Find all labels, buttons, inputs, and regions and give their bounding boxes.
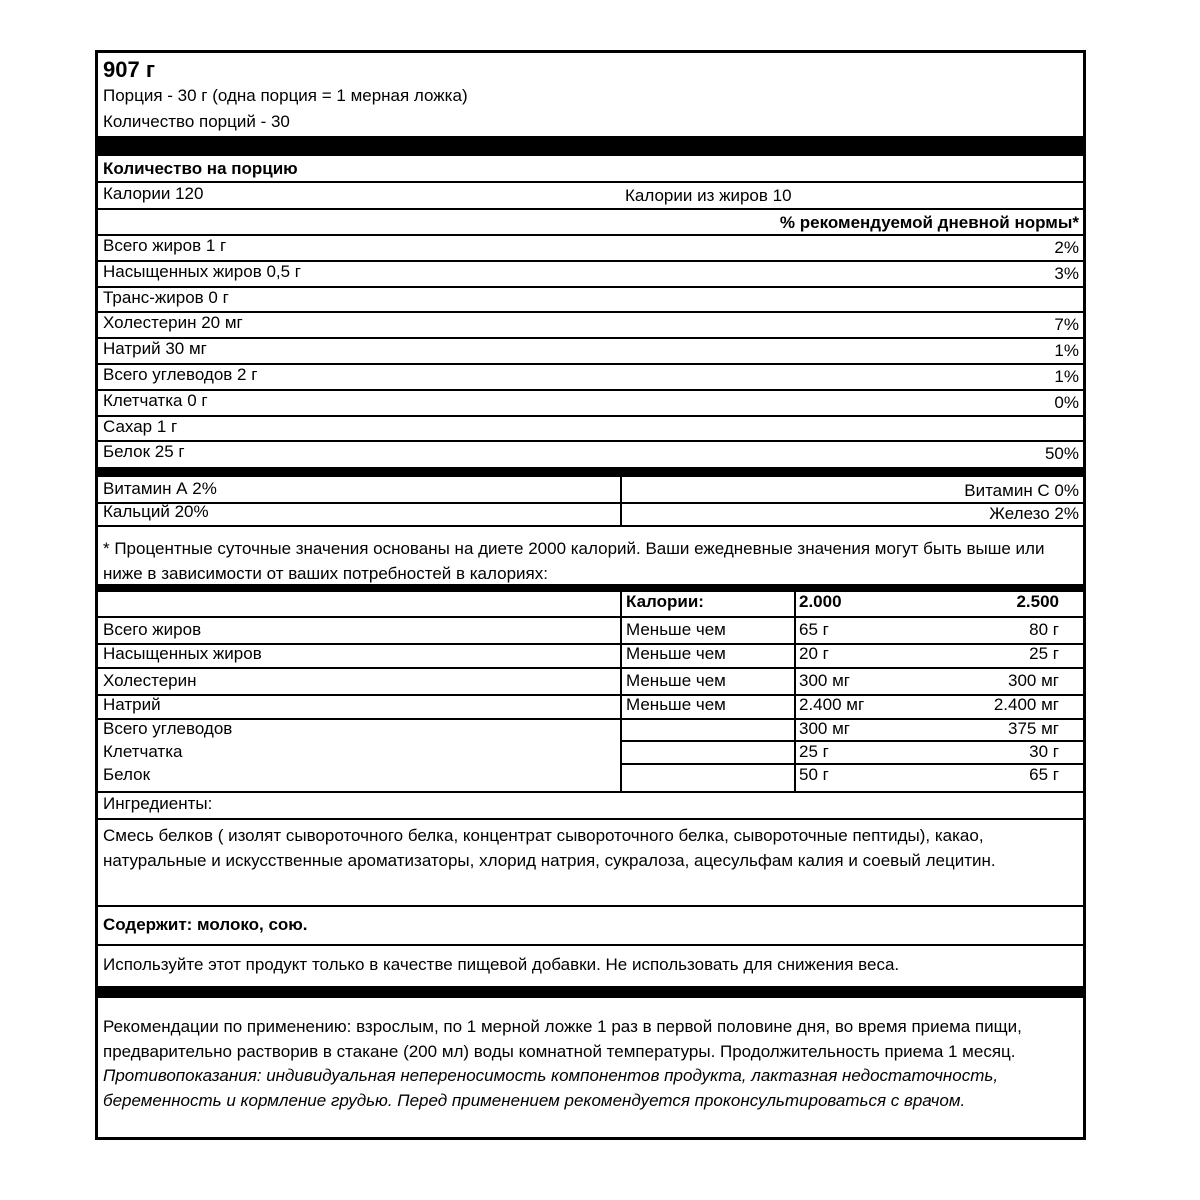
divider <box>98 337 1083 339</box>
divider <box>98 311 1083 313</box>
ref-header-2000: 2.000 <box>799 592 842 611</box>
vitamin-a: Витамин А 2% <box>103 479 217 498</box>
ref-row-2000: 300 мг <box>799 719 850 738</box>
divider <box>98 181 1083 183</box>
divider <box>620 740 1083 742</box>
ref-row-condition: Меньше чем <box>626 695 726 714</box>
divider <box>620 763 1083 765</box>
column-divider <box>794 592 796 792</box>
ref-row-name: Натрий <box>103 695 161 714</box>
ref-row-2000: 2.400 мг <box>799 695 865 714</box>
ref-header-2500: 2.500 <box>1016 592 1059 611</box>
ref-row-name: Всего жиров <box>103 620 202 639</box>
divider <box>98 208 1083 210</box>
divider <box>98 502 1083 504</box>
ref-row-2000: 50 г <box>799 765 829 784</box>
calories: Калории 120 <box>103 184 204 203</box>
calcium: Кальций 20% <box>103 502 209 521</box>
ref-row-2500: 375 мг <box>1008 719 1059 738</box>
vitamin-c: Витамин С 0% <box>964 481 1079 500</box>
calories-from-fat: Калории из жиров 10 <box>625 186 792 205</box>
nutrient-daily-value: 1% <box>1054 367 1079 386</box>
divider <box>98 667 1083 669</box>
ref-row-condition: Меньше чем <box>626 671 726 690</box>
nutrient-daily-value: 0% <box>1054 392 1079 412</box>
column-divider <box>620 592 622 792</box>
ref-row-2500: 25 г <box>1029 644 1059 663</box>
recommendations-text: Рекомендации по применению: взрослым, по 1 мерной ложке 1 раз в первой половине дня, во время приема пищи, предварительно растворив в стакане (200 мл) воды комнатной температуры. Продолжительность приема 1 месяц. <box>103 1017 1022 1061</box>
ingredients-title: Ингредиенты: <box>103 794 213 813</box>
divider <box>98 944 1083 946</box>
nutrient-label: Клетчатка 0 г <box>103 390 208 410</box>
divider <box>98 905 1083 907</box>
ref-row-2500: 30 г <box>1029 742 1059 761</box>
ref-row-2500: 80 г <box>1029 620 1059 639</box>
usage-note: Используйте этот продукт только в качестве пищевой добавки. Не использовать для снижения веса. <box>103 955 900 974</box>
divider <box>98 616 1083 618</box>
contraindications: Противопоказания: индивидуальная непереносимость компонентов продукта, лактазная недостаточность, беременность и кормление грудью. Перед применением рекомендуется проконсультироваться с врачом. <box>103 1066 999 1110</box>
ingredients-text: Смесь белков ( изолят сывороточного белка, концентрат сывороточного белка, сывороточные пептиды), какао, натуральные и искусственные ароматизаторы, хлорид натрия, сукралоза, ацесульфам калия и соевый лецитин. <box>103 826 996 870</box>
divider <box>98 718 1083 720</box>
ref-row-2000: 300 мг <box>799 671 850 690</box>
iron: Железо 2% <box>989 504 1079 523</box>
nutrient-label: Всего жиров 1 г <box>103 236 227 255</box>
thick-divider <box>98 584 1083 592</box>
net-weight: 907 г <box>103 57 155 82</box>
daily-value-footnote: * Процентные суточные значения основаны на диете 2000 калорий. Ваши ежедневные значения могут быть выше или ниже в зависимости от ваших потребностей в калориях: <box>103 539 1045 583</box>
divider <box>98 415 1083 417</box>
divider <box>98 694 1083 696</box>
nutrition-facts-label <box>95 50 1086 1140</box>
ref-row-2000: 65 г <box>799 620 829 639</box>
nutrient-daily-value: 7% <box>1054 315 1079 335</box>
nutrient-label: Насыщенных жиров 0,5 г <box>103 261 302 281</box>
recommendations <box>103 1015 1071 1113</box>
divider <box>98 440 1083 442</box>
nutrient-daily-value: 50% <box>1044 444 1079 464</box>
nutrient-label: Белок 25 г <box>103 442 185 462</box>
ref-row-name: Клетчатка <box>103 742 183 761</box>
ref-row-condition: Меньше чем <box>626 620 726 639</box>
nutrient-label: Транс-жиров 0 г <box>103 287 229 307</box>
serving-size: Порция - 30 г (одна порция = 1 мерная ложка) <box>103 86 468 105</box>
amount-per-serving-heading: Количество на порцию <box>103 159 298 178</box>
ref-header-calories: Калории: <box>626 592 704 611</box>
nutrient-daily-value: 1% <box>1054 341 1079 361</box>
ref-row-name: Холестерин <box>103 671 197 690</box>
divider <box>98 791 1083 793</box>
divider <box>98 525 1083 527</box>
nutrient-daily-value: 3% <box>1054 263 1079 283</box>
divider <box>98 818 1083 820</box>
thick-divider <box>98 467 1083 477</box>
servings-per-container: Количество порций - 30 <box>103 112 290 131</box>
nutrient-daily-value: 2% <box>1054 238 1079 257</box>
ref-row-2500: 300 мг <box>1008 671 1059 690</box>
daily-value-header: % рекомендуемой дневной нормы* <box>779 213 1079 232</box>
nutrient-label: Всего углеводов 2 г <box>103 365 258 384</box>
ref-row-name: Насыщенных жиров <box>103 644 262 663</box>
divider <box>98 286 1083 288</box>
nutrient-label: Сахар 1 г <box>103 416 178 436</box>
nutrient-label: Холестерин 20 мг <box>103 313 243 333</box>
allergens: Содержит: молоко, сою. <box>103 915 308 934</box>
nutrient-label: Натрий 30 мг <box>103 339 207 359</box>
ref-row-name: Всего углеводов <box>103 719 233 738</box>
ref-row-2500: 2.400 мг <box>993 695 1059 714</box>
divider <box>98 389 1083 391</box>
divider <box>98 234 1083 236</box>
ref-row-2000: 20 г <box>799 644 829 663</box>
ref-row-2000: 25 г <box>799 742 829 761</box>
thick-divider <box>98 986 1083 998</box>
thick-divider <box>98 136 1083 156</box>
ref-row-name: Белок <box>103 765 151 784</box>
ref-row-condition: Меньше чем <box>626 644 726 663</box>
ref-row-2500: 65 г <box>1029 765 1059 784</box>
